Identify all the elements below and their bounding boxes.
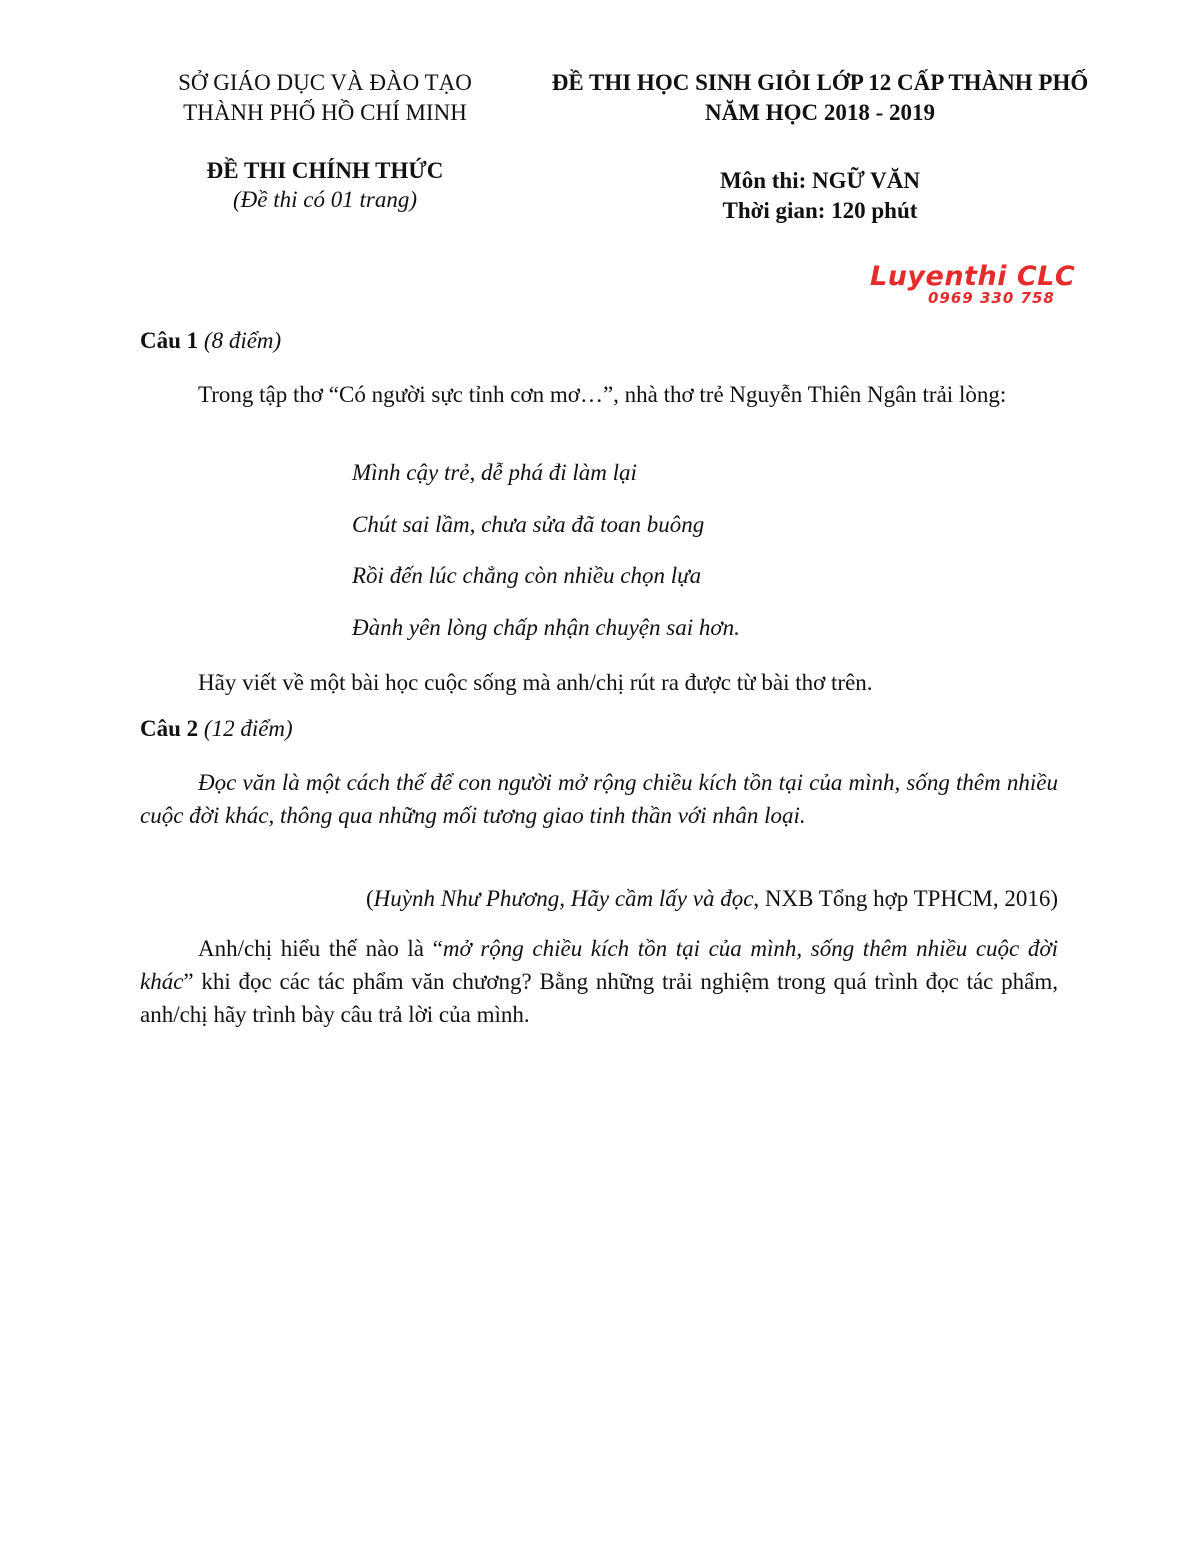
question-2-heading [140,716,293,742]
org-line-1: SỞ GIÁO DỤC VÀ ĐÀO TẠO [178,70,472,95]
citation-publisher: , NXB Tổng hợp TPHCM, 2016) [753,886,1058,911]
question-2-citation [140,882,1058,915]
watermark-logo [862,262,1102,312]
question-1-label: Câu 1 [140,328,199,353]
question-2-label: Câu 2 [140,716,199,741]
official-text: ĐỀ THI CHÍNH THỨC [206,158,444,183]
pages-note-text: (Đề thi có 01 trang) [233,187,417,212]
question-2-task-part2: ” khi đọc các tác phẩm văn chương? Bằng những trải nghiệm trong quá trình đọc tác phẩm, anh/chị hãy trình bày câu trả lời của mình. [140,969,1058,1027]
exam-title-line-2: NĂM HỌC 2018 - 2019 [705,100,935,125]
question-2-quote-text: Đọc văn là một cách thế để con người mở rộng chiều kích tồn tại của mình, sống thêm nhiều cuộc đời khác, thông qua những mối tương giao tinh thần với nhân loại. [140,770,1058,828]
citation-source: Huỳnh Như Phương, Hãy cầm lấy và đọc [373,886,754,911]
question-1-points: (8 điểm) [203,328,282,353]
citation-open: ( [366,886,374,911]
poem-line: Chút sai lầm, chưa sửa đã toan buông [352,512,705,537]
question-1-task-text: Hãy viết về một bài học cuộc sống mà anh/chị rút ra được từ bài thơ trên. [198,670,873,695]
question-1-intro-text: Trong tập thơ “Có người sực tỉnh cơn mơ…”, nhà thơ trẻ Nguyễn Thiên Ngân trải lòng: [198,382,1007,407]
question-2-task-italic: mở rộng chiều kích tồn tại của mình, sống thêm nhiều cuộc đời khác [140,936,1059,994]
exam-meta [530,166,1110,226]
exam-title-line-1: ĐỀ THI HỌC SINH GIỎI LỚP 12 CẤP THÀNH PHỐ [551,70,1089,95]
question-2-points: (12 điểm) [203,716,293,741]
header-right [510,68,1130,128]
org-line-2: THÀNH PHỐ HỒ CHÍ MINH [183,100,467,125]
question-2-quote [140,766,1058,832]
question-2-task-part1: Anh/chị hiểu thế nào là “ [198,936,443,961]
exam-subject: Môn thi: NGỮ VĂN [720,168,920,193]
logo-text: Luyenthi CLC [870,261,1076,292]
header-left [140,68,510,128]
question-1-heading [140,328,281,354]
question-2-task [140,932,1058,1031]
question-1-task [198,666,873,699]
official-label [140,156,510,186]
logo-phone: 0969 330 758 [928,289,1055,307]
pages-note [140,185,510,215]
poem-line: Mình cậy trẻ, dễ phá đi làm lại [352,460,637,485]
poem-line: Đành yên lòng chấp nhận chuyện sai hơn. [352,615,740,640]
question-1-intro [140,378,1058,411]
poem-line: Rồi đến lúc chẳng còn nhiều chọn lựa [352,563,702,588]
exam-time: Thời gian: 120 phút [722,198,918,223]
